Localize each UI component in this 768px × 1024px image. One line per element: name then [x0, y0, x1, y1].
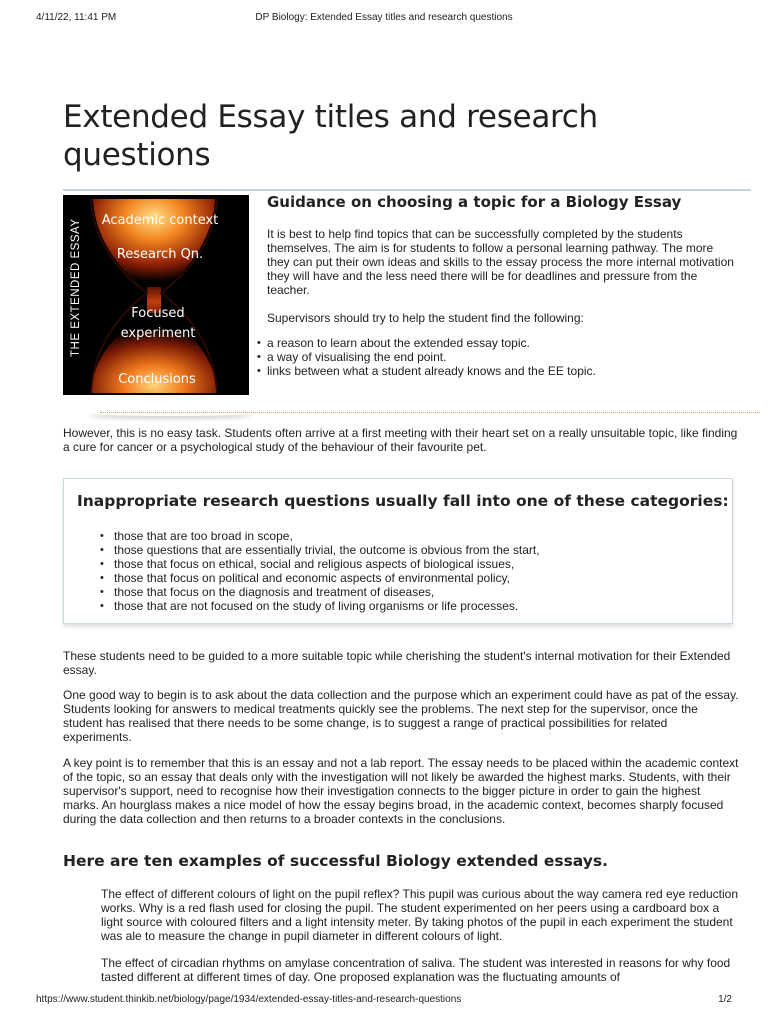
inappropriate-list-item: • those that focus on the diagnosis and treatment of diseases,	[100, 585, 540, 599]
guidance-list	[258, 336, 738, 378]
inappropriate-list-item: • those that focus on ethical, social and religious aspects of biological issues,	[100, 557, 540, 571]
print-url: https://www.student.thinkib.net/biology/page/1934/extended-essay-titles-and-research-questions	[36, 994, 462, 1005]
examples-heading: Here are ten examples of successful Biology extended essays.	[63, 852, 609, 870]
guidance-paragraph-2: Supervisors should try to help the student find the following:	[267, 311, 584, 325]
example-paragraph: The effect of circadian rhythms on amylase concentration of saliva. The student was interested in reasons for why food tasted different at different times of day. One proposed explanation was the fluctuating amounts of	[101, 956, 731, 984]
hourglass-figure	[63, 195, 249, 395]
body-paragraph: These students need to be guided to a more suitable topic while cherishing the student's internal motivation for their Extended essay.	[63, 649, 731, 677]
guidance-heading: Guidance on choosing a topic for a Biology Essay	[267, 193, 682, 211]
intro-paragraph: However, this is no easy task. Students often arrive at a first meeting with their heart set on a really unsuitable topic, like finding a cure for cancer or a psychological study of the behaviour of their favourite pet.	[63, 426, 738, 454]
page-title: Extended Essay titles and research questions	[63, 99, 598, 173]
guidance-list-item: • links between what a student already knows and the EE topic.	[258, 364, 738, 378]
guidance-section	[258, 190, 738, 410]
inappropriate-heading: Inappropriate research questions usually fall into one of these categories:	[77, 492, 729, 510]
print-datetime: 4/11/22, 11:41 PM	[36, 12, 117, 23]
print-page-number: 1/2	[718, 994, 732, 1005]
figure-label-conclusions: Conclusions	[118, 372, 196, 387]
inappropriate-list	[100, 529, 540, 613]
print-doc-title: DP Biology: Extended Essay titles and research questions	[255, 12, 513, 23]
inappropriate-list-item: • those that focus on political and economic aspects of environmental policy,	[100, 571, 540, 585]
body-paragraph: A key point is to remember that this is an essay and not a lab report. The essay needs to be placed within the academic context of the topic, so an essay that deals only with the investigation will not likely be awarded the highest marks. Students, with their supervisor's support, need to recognise how their investigation connects to the bigger picture in order to gain the highest marks. An hourglass makes a nice model of how the essay begins broad, in the academic context, becomes sharply focused during the data collection and then returns to a broader contexts in the conclusions.	[63, 756, 739, 826]
figure-vertical-label: THE EXTENDED ESSAY	[70, 218, 82, 357]
figure-label-focused: Focused	[131, 306, 185, 321]
guidance-list-item: • a way of visualising the end point.	[258, 350, 738, 364]
dotted-divider	[100, 412, 760, 413]
print-header	[36, 12, 732, 26]
inappropriate-questions-box	[63, 478, 733, 624]
figure-label-research: Research Qn.	[116, 247, 204, 262]
inappropriate-list-item: • those questions that are essentially trivial, the outcome is obvious from the start,	[100, 543, 540, 557]
print-footer	[36, 994, 732, 1008]
inappropriate-list-item: • those that are not focused on the study of living organisms or life processes.	[100, 599, 540, 613]
guidance-list-item: • a reason to learn about the extended essay topic.	[258, 336, 738, 350]
example-paragraph: The effect of different colours of light on the pupil reflex? This pupil was curious about the way camera red eye reduction works. Why is a red flash used for closing the pupil. The student experimented on her peers using a cardboard box a light source with coloured filters and a light intensity meter. By taking photos of the pupil in each experiment the student was ale to measure the change in pupil diameter in different colours of light.	[101, 887, 739, 943]
hourglass-svg	[63, 195, 249, 395]
body-paragraph: One good way to begin is to ask about the data collection and the purpose which an experiment could have as pat of the essay. Students looking for answers to medical treatments quickly see the problems. The next step for the supervisor, once the student has realised that there needs to be some change, is to suggest a range of practical possibilities for related experiments.	[63, 688, 739, 744]
guidance-paragraph-1: It is best to help find topics that can be successfully completed by the students themselves. The aim is for students to follow a personal learning pathway. The more they can put their own ideas and skills to the essay process the more internal motivation they will have and the less need there will be for deadlines and pressure from the teacher.	[267, 227, 734, 297]
figure-shadow	[90, 410, 252, 416]
figure-label-experiment: experiment	[120, 326, 196, 341]
inappropriate-list-item: • those that are too broad in scope,	[100, 529, 540, 543]
figure-label-academic: Academic context	[101, 213, 219, 228]
